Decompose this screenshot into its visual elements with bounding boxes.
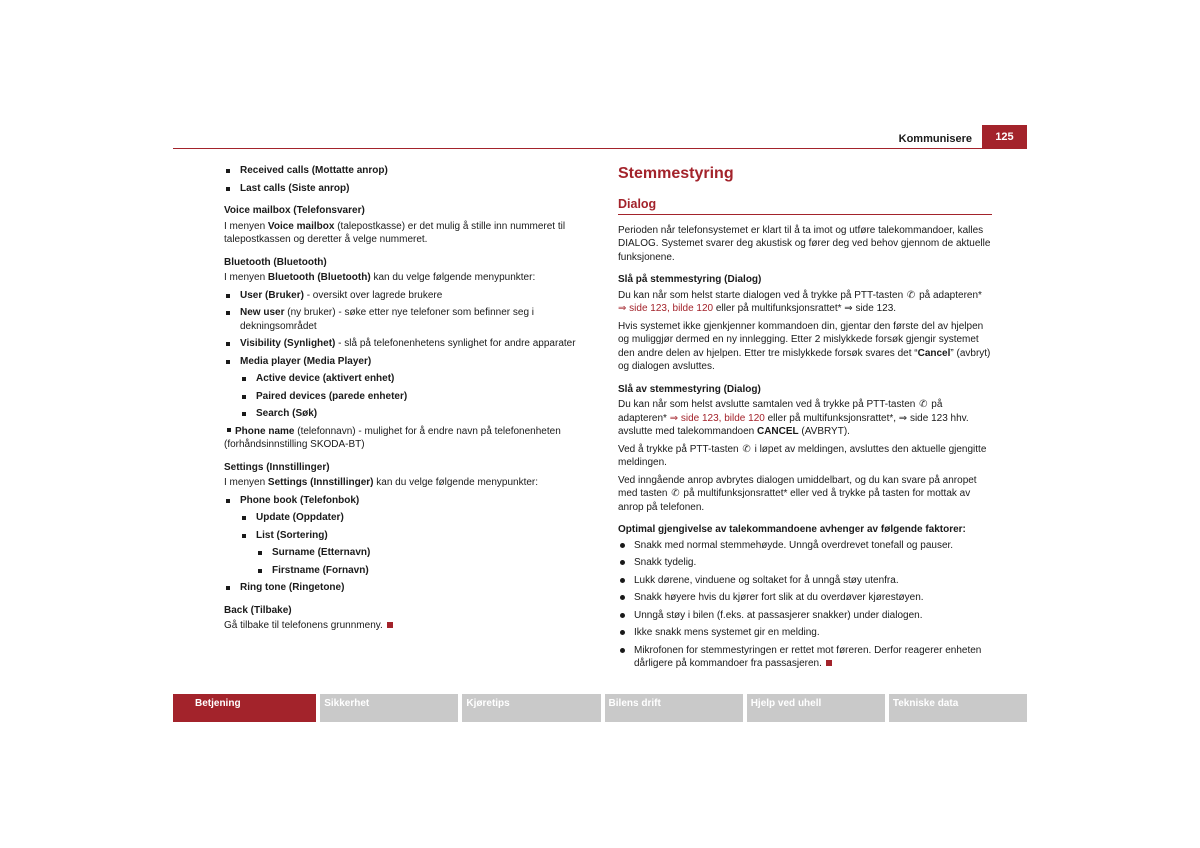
text-run: - slå på telefonenhetens synlighet for andre apparater (335, 338, 576, 349)
sort-sublist (256, 546, 602, 577)
text-run: (talepostkasse) er det mulig å stille inn nummeret til talepostkassen og deretter å velge nummeret. (224, 220, 566, 245)
tab-bilens-drift[interactable]: Bilens drift (605, 694, 743, 722)
settings-heading: Settings (Innstillinger) (224, 461, 330, 473)
voicemail-heading: Voice mailbox (Telefonsvarer) (224, 205, 365, 216)
text-run: (AVBRYT). (798, 426, 850, 437)
list-item (240, 529, 602, 578)
section-title: Kommunisere (898, 133, 972, 145)
ptt-button-icon: ✆ (906, 289, 916, 301)
bluetooth-intro (224, 271, 602, 285)
text-run: I menyen (224, 477, 268, 488)
text-run: på adapteren* (618, 399, 943, 424)
text-run: kan du velge følgende menypunkter: (373, 477, 539, 488)
ptt-button-icon: ✆ (919, 399, 928, 410)
voice-on-p2 (618, 320, 992, 374)
text-bold: Cancel (917, 347, 951, 359)
list-item (224, 355, 602, 421)
list-item (240, 407, 602, 421)
text-bold: CANCEL (756, 426, 799, 437)
list-item (224, 182, 602, 196)
optimal-heading: Optimal gjengivelse av talekommandoene avhenger av følgende faktorer: (618, 524, 966, 535)
page-number: 125 (982, 125, 1027, 149)
list-item: Snakk med normal stemmehøyde. Unngå overdrevet tonefall og pauser. (618, 539, 992, 553)
text-bold: List (Sortering) (256, 529, 328, 541)
text-bold: Phone name (235, 425, 295, 437)
back-heading: Back (Tilbake) (224, 604, 292, 616)
cross-reference-link[interactable]: ⇒ side 123, bilde 120 (669, 412, 765, 424)
text-bold: Firstname (Fornavn) (272, 564, 369, 576)
list-item (224, 337, 602, 351)
list-item (240, 390, 602, 404)
text-run: Ved å trykke på PTT-tasten (618, 443, 742, 455)
voice-on-p1 (618, 289, 992, 316)
bullet-square (227, 428, 231, 432)
text-run: eller på multifunksjonsrattet* ⇒ side 123. (713, 303, 897, 314)
settings-intro (224, 476, 602, 490)
page-title: Stemmestyring (618, 165, 734, 182)
list-item (224, 289, 602, 303)
list-item (240, 372, 602, 386)
phone-name-item (224, 425, 602, 452)
text-run: I menyen (224, 220, 268, 232)
list-item (618, 644, 992, 671)
list-item: Ikke snakk mens systemet gir en melding. (618, 626, 992, 640)
voice-on-heading: Slå på stemmestyring (Dialog) (618, 274, 762, 285)
text-run: Gå tilbake til telefonens grunnmeny. (224, 620, 383, 631)
list-item (224, 494, 602, 578)
text-bold: Update (Oppdater) (256, 512, 344, 523)
tab-kjoretips[interactable]: Kjøretips (462, 694, 600, 722)
menu-item-received-calls: Received calls (Mottatte anrop) (240, 165, 388, 176)
phonebook-sublist (240, 511, 602, 577)
text-run: (telefonnavn) - mulighet for å endre navn på telefonenheten (forhåndsinnstilling SKODA-BT) (224, 425, 561, 450)
menu-item-last-calls: Last calls (Siste anrop) (240, 182, 350, 194)
end-mark-icon (826, 660, 832, 666)
text-bold: Bluetooth (Bluetooth) (267, 272, 371, 283)
voicemail-text (224, 220, 602, 247)
text-run: I menyen (224, 272, 268, 283)
intro-paragraph: Perioden når telefonsystemet er klart til å ta imot og utføre talekommandoer, kalles DIALOG. Systemet svarer deg akustisk og fører deg ved behov gjennom de aktuelle funksjonene. (618, 224, 991, 263)
text-bold: User (Bruker) (240, 289, 304, 301)
list-item: Snakk tydelig. (618, 556, 992, 570)
text-bold: Voice mailbox (267, 220, 335, 232)
settings-list (224, 494, 602, 595)
header-rule (173, 148, 1027, 149)
text-bold: Search (Søk) (256, 408, 318, 419)
cross-reference-link[interactable]: ⇒ side 123, bilde 120 (618, 303, 714, 314)
tab-betjening[interactable]: Betjening (173, 694, 316, 722)
phone-handset-icon: ✆ (671, 488, 680, 499)
bluetooth-list (224, 289, 602, 421)
voice-off-p2 (618, 443, 992, 470)
text-run: ” (avbryt) og dialogen avsluttes. (618, 347, 991, 372)
text-bold: New user (240, 307, 285, 318)
text-run: - oversikt over lagrede brukere (303, 289, 443, 301)
text-bold: Paired devices (parede enheter) (256, 390, 408, 402)
voice-off-p3 (618, 474, 992, 515)
list-item (256, 564, 602, 578)
list-item (224, 164, 602, 178)
left-column (224, 164, 602, 637)
voice-off-p1 (618, 398, 992, 439)
text-bold: Visibility (Synlighet) (240, 338, 336, 349)
list-item (256, 546, 602, 560)
list-item: Lukk dørene, vinduene og soltaket for å unngå støy utenfra. (618, 574, 992, 588)
tab-sikkerhet[interactable]: Sikkerhet (320, 694, 458, 722)
text-bold: Settings (Innstillinger) (267, 477, 374, 488)
chapter-nav (173, 694, 1027, 722)
text-bold: Phone book (Telefonbok) (240, 494, 360, 506)
text-run: i løpet av meldingen, avsluttes den aktuelle gjengitte meldingen. (618, 443, 987, 468)
bluetooth-heading: Bluetooth (Bluetooth) (224, 256, 327, 268)
voice-off-heading: Slå av stemmestyring (Dialog) (618, 383, 761, 395)
media-sublist (240, 372, 602, 421)
ptt-button-icon: ✆ (742, 443, 751, 455)
right-column (618, 164, 992, 675)
back-text (224, 619, 602, 633)
list-item (224, 581, 602, 595)
text-run: Hvis systemet ikke gjenkjenner kommandoen din, gjentar den første del av hjelpen og muliggjør dermed en ny innlegging. Etter 2 mislykkede forsøk gjengir systemet den andre delen av hjelpen. Etter tre mislykkede forsøk svares det “ (618, 320, 984, 359)
text-run: kan du velge følgende menypunkter: (370, 272, 536, 283)
section-subtitle: Dialog (618, 198, 992, 215)
text-run: på adapteren* (916, 289, 982, 301)
text-bold: Surname (Etternavn) (272, 547, 371, 558)
text-run: Ved inngående anrop avbrytes dialogen umiddelbart, og du kan svare på anropet med tasten (618, 474, 977, 499)
list-item: Unngå støy i bilen (f.eks. at passasjerer snakker) under dialogen. (618, 609, 992, 623)
text-run: eller på multifunksjonsrattet*, ⇒ side 123 hhv. avslutte med talekommandoen (618, 412, 969, 437)
tab-hjelp-ved-uhell[interactable]: Hjelp ved uhell (747, 694, 885, 722)
text-bold: Active device (aktivert enhet) (256, 373, 395, 384)
text-run: Du kan når som helst starte dialogen ved å trykke på PTT-tasten (618, 289, 906, 301)
list-item (224, 306, 602, 333)
text-run: Du kan når som helst avslutte samtalen ved å trykke på PTT-tasten (618, 399, 919, 410)
text-bold: Media player (Media Player) (240, 355, 372, 367)
top-list (224, 164, 602, 195)
tab-tekniske-data[interactable]: Tekniske data (889, 694, 1027, 722)
optimal-list (618, 539, 992, 671)
text-run: (ny bruker) - søke etter nye telefoner som befinner seg i dekningsområdet (240, 307, 535, 332)
end-mark-icon (387, 622, 393, 628)
text-run: på multifunksjonsrattet* eller ved å trykke på tasten for mottak av anrop på telefonen. (618, 488, 971, 513)
text-run: Mikrofonen for stemmestyringen er rettet mot føreren. Derfor reagerer enheten dårligere på kommandoer fra passasjeren. (634, 644, 982, 669)
list-item (240, 511, 602, 525)
text-bold: Ring tone (Ringetone) (240, 582, 345, 593)
list-item: Snakk høyere hvis du kjører fort slik at du overdøver kjørestøyen. (618, 591, 992, 605)
